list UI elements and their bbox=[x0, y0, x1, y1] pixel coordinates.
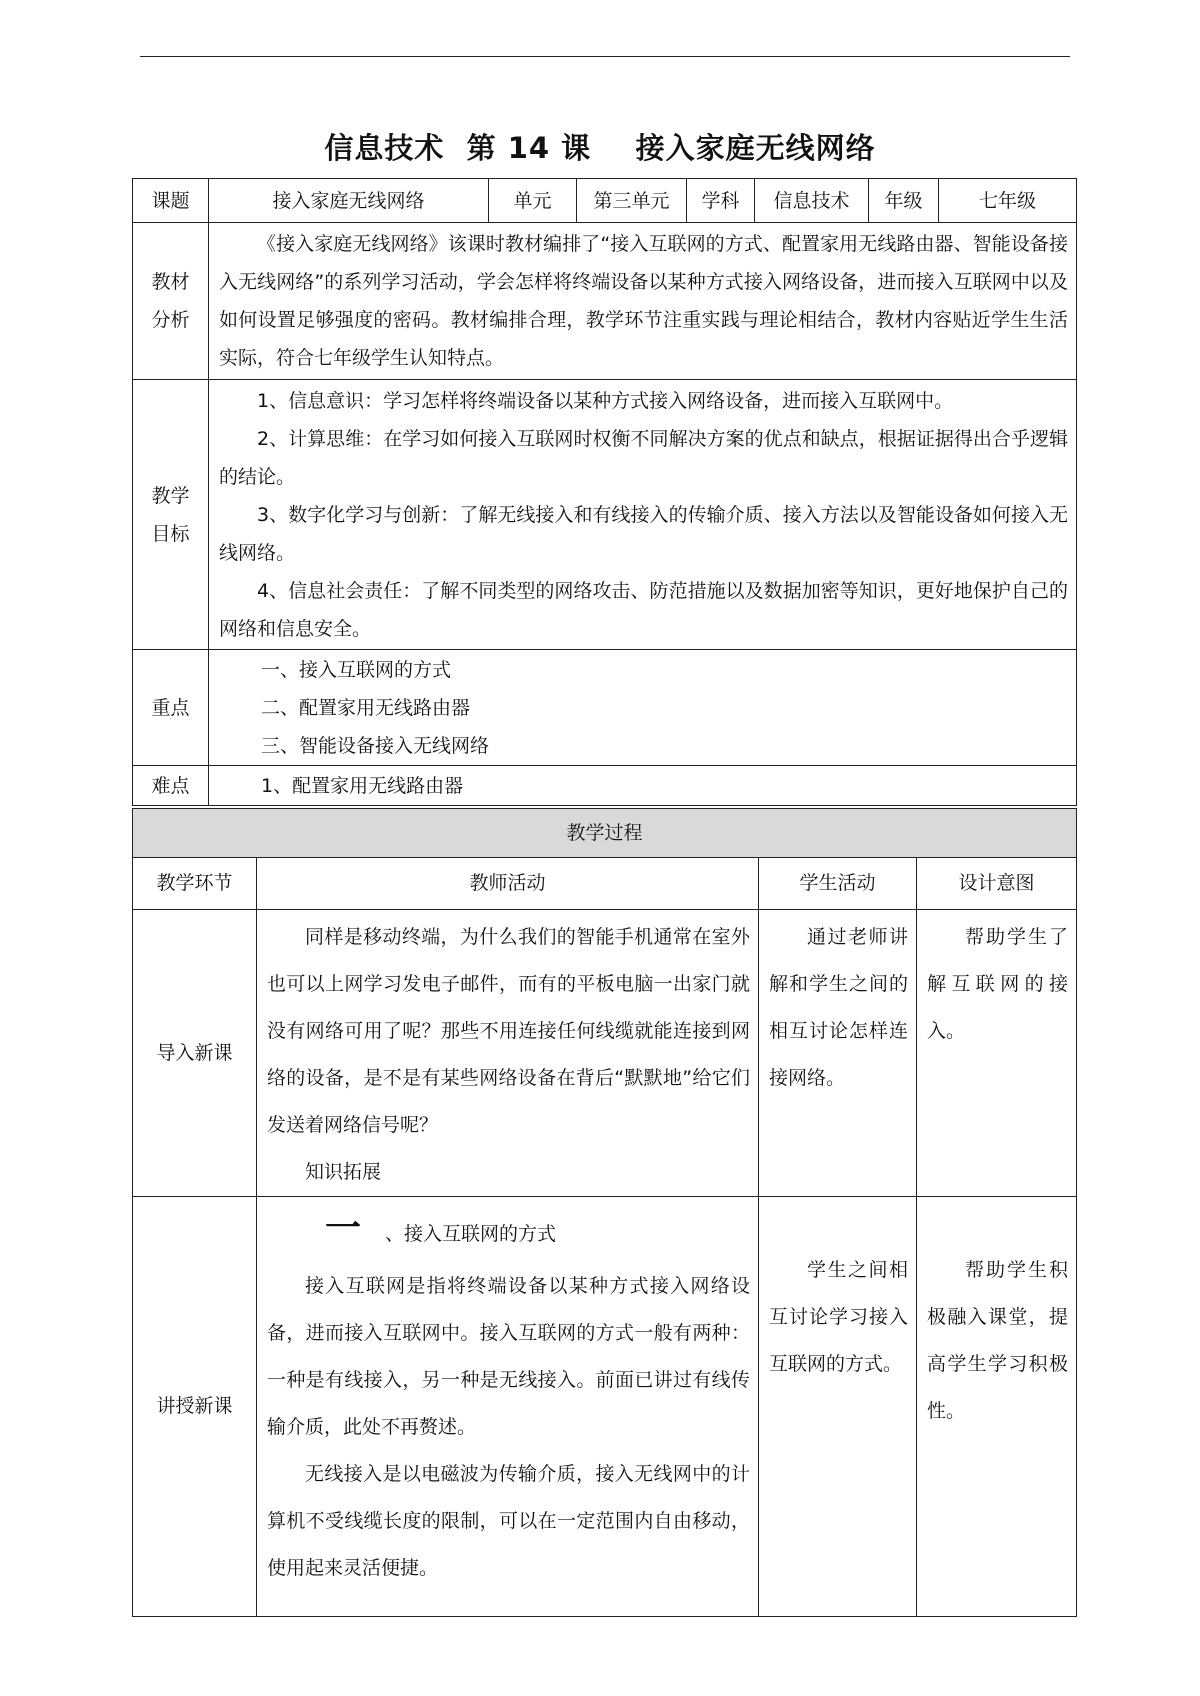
key-point-item: 三、智能设备接入无线网络 bbox=[261, 734, 490, 757]
title-lesson: 第 14 课 bbox=[466, 131, 592, 165]
column-student: 学生活动 bbox=[759, 858, 917, 910]
stage-cell: 导入新课 bbox=[133, 910, 257, 1197]
key-points-label: 重点 bbox=[133, 650, 209, 766]
teacher-paragraph: 知识拓展 bbox=[305, 1161, 382, 1183]
goal-item: 4、信息社会责任：了解不同类型的网络攻击、防范措施以及数据加密等知识，更好地保护自己的网络和信息安全。 bbox=[219, 579, 1068, 640]
key-point-item: 二、配置家用无线路由器 bbox=[261, 696, 471, 719]
teacher-activity bbox=[257, 1197, 759, 1617]
process-header-row bbox=[133, 809, 1077, 858]
topic-value: 接入家庭无线网络 bbox=[209, 179, 489, 223]
process-row-intro bbox=[133, 910, 1077, 1197]
teacher-paragraph: 同样是移动终端，为什么我们的智能手机通常在室外也可以上网学习发电子邮件，而有的平板电脑一出家门就没有网络可用了呢？那些不用连接任何线缆就能连接到网络的设备，是不是有某些网络设备在背后“默默地”给它们发送着网络信号呢？ bbox=[267, 926, 750, 1136]
teaching-process-table bbox=[132, 808, 1077, 1617]
key-points-list bbox=[209, 650, 1077, 766]
subject-value: 信息技术 bbox=[755, 179, 869, 223]
process-columns-row bbox=[133, 858, 1077, 910]
stage-cell: 讲授新课 bbox=[133, 1197, 257, 1617]
teacher-activity bbox=[257, 910, 759, 1197]
column-stage: 教学环节 bbox=[133, 858, 257, 910]
process-row-new-lesson bbox=[133, 1197, 1077, 1617]
goals-row bbox=[133, 380, 1077, 650]
difficulty-row bbox=[133, 766, 1077, 806]
student-activity: 通过老师讲解和学生之间的相互讨论怎样连接网络。 bbox=[759, 910, 917, 1197]
title-subject: 信息技术 bbox=[324, 131, 445, 165]
info-row bbox=[133, 179, 1077, 223]
teacher-paragraph: 无线接入是以电磁波为传输介质，接入无线网中的计算机不受线缆长度的限制，可以在一定范围内自由移动，使用起来灵活便捷。 bbox=[267, 1463, 750, 1579]
topic-label: 课题 bbox=[133, 179, 209, 223]
goals-label: 教学 目标 bbox=[133, 380, 209, 650]
goal-item: 3、数字化学习与创新：了解无线接入和有线接入的传输介质、接入方法以及智能设备如何接入无线网络。 bbox=[219, 503, 1068, 564]
grade-value: 七年级 bbox=[939, 179, 1077, 223]
grade-label: 年级 bbox=[869, 179, 939, 223]
subject-label: 学科 bbox=[687, 179, 755, 223]
key-point-item: 一、接入互联网的方式 bbox=[261, 658, 452, 681]
goals-list bbox=[209, 380, 1077, 650]
goal-item: 1、信息意识：学习怎样将终端设备以某种方式接入网络设备，进而接入互联网中。 bbox=[257, 389, 954, 412]
column-intent: 设计意图 bbox=[917, 858, 1077, 910]
header-rule bbox=[140, 56, 1070, 57]
unit-label: 单元 bbox=[489, 179, 577, 223]
section-title: 、接入互联网的方式 bbox=[385, 1223, 557, 1245]
section-mark: 一 bbox=[325, 1208, 362, 1249]
analysis-text: 《接入家庭无线网络》该课时教材编排了“接入互联网的方式、配置家用无线路由器、智能设备接入无线网络”的系列学习活动，学会怎样将终端设备以某种方式接入网络设备，进而接入互联网中以及如何设置足够强度的密码。教材编排合理，教学环节注重实践与理论相结合，教材内容贴近学生生活实际，符合七年级学生认知特点。 bbox=[209, 223, 1077, 380]
page-title bbox=[0, 126, 1200, 167]
difficulty-text: 1、配置家用无线路由器 bbox=[209, 766, 1077, 806]
student-activity: 学生之间相互讨论学习接入互联网的方式。 bbox=[759, 1197, 917, 1617]
difficulty-label: 难点 bbox=[133, 766, 209, 806]
goal-item: 2、计算思维：在学习如何接入互联网时权衡不同解决方案的优点和缺点，根据证据得出合乎逻辑的结论。 bbox=[219, 427, 1068, 488]
design-intent: 帮助学生了解互联网的接入。 bbox=[917, 910, 1077, 1197]
teacher-paragraph: 接入互联网是指将终端设备以某种方式接入网络设备，进而接入互联网中。接入互联网的方式一般有两种：一种是有线接入，另一种是无线接入。前面已讲过有线传输介质，此处不再赘述。 bbox=[267, 1275, 750, 1438]
design-intent: 帮助学生积极融入课堂，提高学生学习积极性。 bbox=[917, 1197, 1077, 1617]
key-points-row bbox=[133, 650, 1077, 766]
analysis-label: 教材 分析 bbox=[133, 223, 209, 380]
lesson-info-table bbox=[132, 178, 1077, 806]
title-topic: 接入家庭无线网络 bbox=[635, 131, 876, 165]
column-teacher: 教师活动 bbox=[257, 858, 759, 910]
process-header: 教学过程 bbox=[133, 809, 1077, 858]
unit-value: 第三单元 bbox=[577, 179, 687, 223]
analysis-row bbox=[133, 223, 1077, 380]
